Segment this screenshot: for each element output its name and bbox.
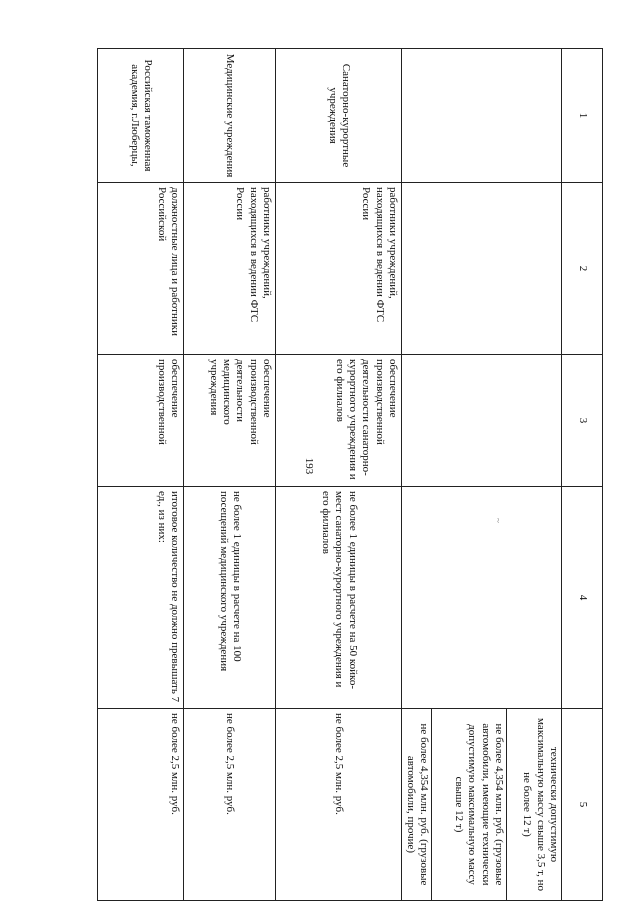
cell-quantity: не более 1 единицы в расчете на 100 посещений медицинского учреждения — [184, 487, 276, 709]
cell-personnel: работники учреждений, находящихся в ведении ФТС России — [276, 183, 402, 355]
cell-institution: Медицинские учреждения — [184, 49, 276, 183]
cell-purpose: обеспечение производственной — [98, 355, 184, 487]
header-col-2: 2 — [562, 183, 603, 355]
cell-purpose: обеспечение производственной деятельности санаторно-курортного учреждения и его филиалов — [276, 355, 402, 487]
cell-personnel: работники учреждений, находящихся в ведении ФТС России — [184, 183, 276, 355]
cell-quantity: итоговое количество не должно превышать 7 ед., из них: — [98, 487, 184, 709]
table-row-continued — [402, 49, 562, 901]
col5-sub-3: не более 4,354 млн. руб. (грузовые автомобили, прочие) — [404, 723, 430, 886]
vehicle-norms-table — [97, 48, 603, 901]
header-col-1: 1 — [562, 49, 603, 183]
cell-personnel: должностные лица и работники Российской — [98, 183, 184, 355]
cell-quantity: не более 1 единицы в расчете на 50 койко-мест санаторно-курортного учреждения и его филиалов — [276, 487, 402, 709]
cell-institution: Российская таможенная академия, г.Люберцы, — [98, 49, 184, 183]
cell-col5-continued — [402, 709, 562, 901]
header-row — [562, 49, 603, 901]
table-row — [184, 49, 276, 901]
rotated-table-container — [97, 48, 603, 900]
header-col-4: 4 — [562, 487, 603, 709]
header-col-5: 5 — [562, 709, 603, 901]
cell-price: не более 2,5 млн. руб. — [98, 709, 184, 901]
cell-price: не более 2,5 млн. руб. — [276, 709, 402, 901]
page-number: 193 — [303, 457, 315, 475]
table-row — [276, 49, 402, 901]
stray-mark: ~ — [493, 518, 503, 523]
cell-purpose: обеспечение производственной деятельности медицинского учреждения — [184, 355, 276, 487]
table-row — [98, 49, 184, 901]
col5-sub-1: технически допустимую максимальную массу свыше 3,5 т, но не более 12 т) — [506, 709, 561, 900]
col5-sub-2: не более 4,354 млн. руб. (грузовые автомобили, имеющие технически допустимую максимальную массу свыше 12 т) — [431, 709, 506, 900]
cell-institution: Санаторно-курортные учреждения — [276, 49, 402, 183]
header-col-3: 3 — [562, 355, 603, 487]
cell-price: не более 2,5 млн. руб. — [184, 709, 276, 901]
